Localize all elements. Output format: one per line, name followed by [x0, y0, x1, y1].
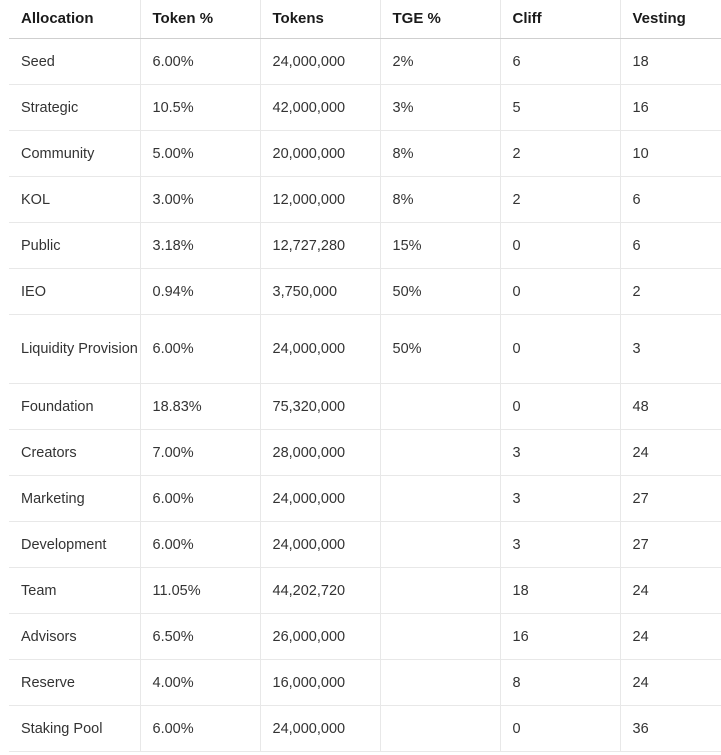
cell-token-percent: 3.00% — [140, 177, 260, 223]
cell-token-percent: 6.00% — [140, 706, 260, 752]
cell-tge-percent — [380, 430, 500, 476]
cell-vesting: 10 — [620, 131, 721, 177]
cell-vesting: 27 — [620, 522, 721, 568]
cell-tge-percent: 8% — [380, 177, 500, 223]
cell-token-percent: 7.00% — [140, 430, 260, 476]
cell-tokens: 26,000,000 — [260, 614, 380, 660]
cell-tge-percent: 50% — [380, 269, 500, 315]
table-row — [9, 269, 721, 315]
cell-tge-percent — [380, 384, 500, 430]
header-cliff: Cliff — [500, 0, 620, 39]
cell-token-percent: 4.00% — [140, 660, 260, 706]
cell-cliff: 0 — [500, 315, 620, 384]
cell-tokens: 42,000,000 — [260, 85, 380, 131]
table-row — [9, 476, 721, 522]
cell-allocation: Marketing — [9, 476, 140, 522]
cell-tokens: 24,000,000 — [260, 315, 380, 384]
cell-allocation: Community — [9, 131, 140, 177]
table-row — [9, 177, 721, 223]
table-body — [9, 39, 721, 752]
cell-cliff: 0 — [500, 223, 620, 269]
table-row — [9, 131, 721, 177]
cell-tge-percent — [380, 522, 500, 568]
cell-tge-percent: 15% — [380, 223, 500, 269]
cell-cliff: 8 — [500, 660, 620, 706]
cell-tge-percent: 3% — [380, 85, 500, 131]
cell-allocation: Staking Pool — [9, 706, 140, 752]
cell-tokens: 24,000,000 — [260, 522, 380, 568]
table-row — [9, 315, 721, 384]
cell-vesting: 36 — [620, 706, 721, 752]
cell-cliff: 3 — [500, 430, 620, 476]
cell-vesting: 24 — [620, 568, 721, 614]
cell-tokens: 12,727,280 — [260, 223, 380, 269]
cell-allocation: Advisors — [9, 614, 140, 660]
cell-tokens: 3,750,000 — [260, 269, 380, 315]
cell-tge-percent — [380, 660, 500, 706]
cell-vesting: 3 — [620, 315, 721, 384]
table-row — [9, 223, 721, 269]
cell-vesting: 6 — [620, 177, 721, 223]
cell-vesting: 2 — [620, 269, 721, 315]
token-allocation-table — [9, 0, 721, 752]
cell-tokens: 24,000,000 — [260, 706, 380, 752]
header-token-percent: Token % — [140, 0, 260, 39]
cell-tokens: 16,000,000 — [260, 660, 380, 706]
cell-allocation: Liquidity Provision — [9, 315, 140, 384]
cell-vesting: 24 — [620, 660, 721, 706]
table-row — [9, 39, 721, 85]
cell-vesting: 16 — [620, 85, 721, 131]
cell-vesting: 27 — [620, 476, 721, 522]
cell-allocation: IEO — [9, 269, 140, 315]
cell-tge-percent: 2% — [380, 39, 500, 85]
table-row — [9, 706, 721, 752]
cell-cliff: 3 — [500, 522, 620, 568]
cell-token-percent: 10.5% — [140, 85, 260, 131]
table-row — [9, 660, 721, 706]
header-row — [9, 0, 721, 39]
cell-allocation: Public — [9, 223, 140, 269]
cell-tokens: 24,000,000 — [260, 476, 380, 522]
table-row — [9, 614, 721, 660]
cell-tokens: 75,320,000 — [260, 384, 380, 430]
cell-allocation: Reserve — [9, 660, 140, 706]
cell-tge-percent — [380, 476, 500, 522]
cell-cliff: 2 — [500, 131, 620, 177]
header-tge-percent: TGE % — [380, 0, 500, 39]
cell-cliff: 18 — [500, 568, 620, 614]
table-row — [9, 568, 721, 614]
header-tokens: Tokens — [260, 0, 380, 39]
cell-token-percent: 0.94% — [140, 269, 260, 315]
cell-tokens: 28,000,000 — [260, 430, 380, 476]
cell-cliff: 6 — [500, 39, 620, 85]
cell-tokens: 12,000,000 — [260, 177, 380, 223]
cell-cliff: 0 — [500, 706, 620, 752]
cell-tge-percent — [380, 568, 500, 614]
cell-allocation: KOL — [9, 177, 140, 223]
cell-cliff: 0 — [500, 269, 620, 315]
cell-vesting: 48 — [620, 384, 721, 430]
cell-vesting: 18 — [620, 39, 721, 85]
cell-cliff: 16 — [500, 614, 620, 660]
cell-tge-percent — [380, 706, 500, 752]
cell-vesting: 24 — [620, 614, 721, 660]
table-row — [9, 85, 721, 131]
cell-tokens: 44,202,720 — [260, 568, 380, 614]
cell-cliff: 5 — [500, 85, 620, 131]
cell-token-percent: 6.00% — [140, 39, 260, 85]
cell-token-percent: 6.50% — [140, 614, 260, 660]
cell-token-percent: 18.83% — [140, 384, 260, 430]
cell-tokens: 20,000,000 — [260, 131, 380, 177]
cell-allocation: Development — [9, 522, 140, 568]
cell-vesting: 6 — [620, 223, 721, 269]
cell-allocation: Creators — [9, 430, 140, 476]
table-row — [9, 522, 721, 568]
cell-cliff: 3 — [500, 476, 620, 522]
table-header — [9, 0, 721, 39]
header-vesting: Vesting — [620, 0, 721, 39]
cell-token-percent: 6.00% — [140, 315, 260, 384]
table-row — [9, 430, 721, 476]
cell-token-percent: 3.18% — [140, 223, 260, 269]
header-allocation: Allocation — [9, 0, 140, 39]
table-row — [9, 384, 721, 430]
cell-tge-percent: 50% — [380, 315, 500, 384]
cell-allocation: Foundation — [9, 384, 140, 430]
cell-token-percent: 5.00% — [140, 131, 260, 177]
cell-cliff: 0 — [500, 384, 620, 430]
cell-allocation: Team — [9, 568, 140, 614]
cell-token-percent: 11.05% — [140, 568, 260, 614]
cell-cliff: 2 — [500, 177, 620, 223]
cell-token-percent: 6.00% — [140, 522, 260, 568]
cell-token-percent: 6.00% — [140, 476, 260, 522]
cell-vesting: 24 — [620, 430, 721, 476]
cell-tokens: 24,000,000 — [260, 39, 380, 85]
cell-allocation: Seed — [9, 39, 140, 85]
cell-tge-percent — [380, 614, 500, 660]
cell-tge-percent: 8% — [380, 131, 500, 177]
cell-allocation: Strategic — [9, 85, 140, 131]
